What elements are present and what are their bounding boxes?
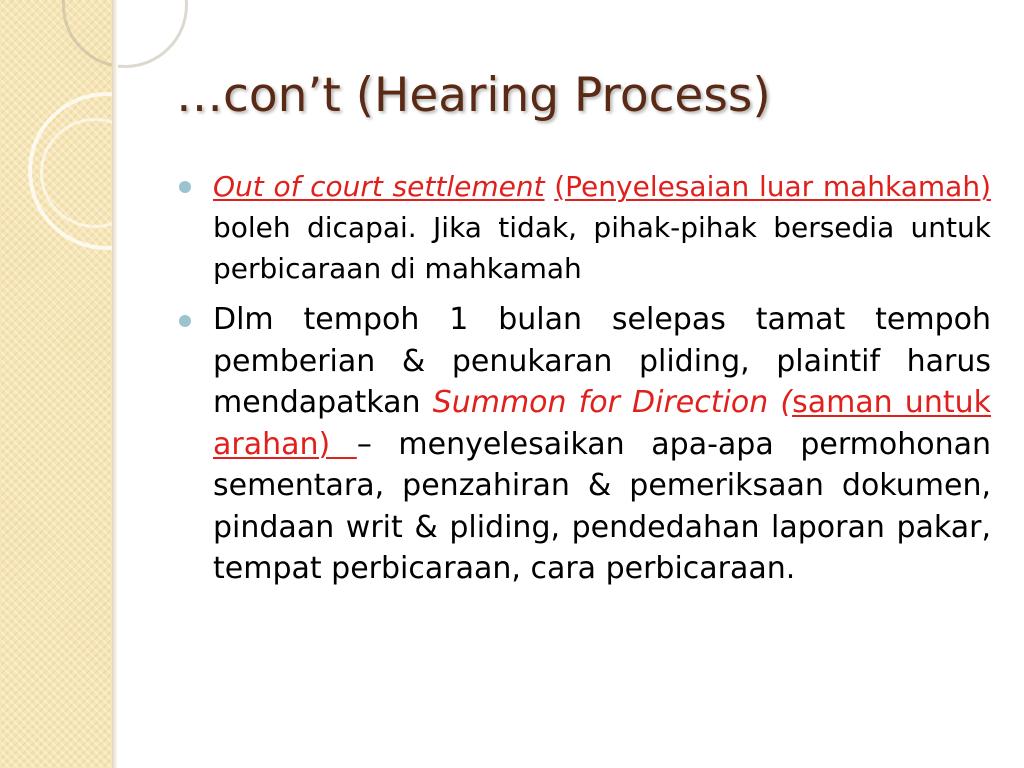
bullet-dot-icon — [179, 315, 191, 327]
bullet-text: boleh dicapai. Jika tidak, pihak-pihak bersedia untuk perbicaraan di mahkamah — [213, 211, 991, 285]
decorative-sidebar — [0, 0, 112, 768]
sidebar-edge — [112, 0, 118, 768]
decorative-ring — [62, 0, 188, 68]
slide-title: …con’t (Hearing Process) — [176, 68, 771, 123]
decorative-ring — [40, 118, 150, 228]
bullet-text-before: Dlm tempoh 1 bulan selepas tamat tempoh pemberian & penukaran pliding, plaintif harus mendapatkan — [213, 302, 991, 420]
term-malay-open: ( — [780, 385, 793, 420]
bullet-item-settlement — [176, 166, 991, 289]
bullet-list — [176, 166, 991, 590]
term-english: Summon for Direction — [432, 385, 769, 420]
term-english: Out of court settlement — [213, 170, 545, 203]
bullet-dot-icon — [179, 181, 191, 193]
bullet-item-summon — [176, 299, 991, 590]
term-malay: (Penyelesaian luar mahkamah) — [554, 170, 991, 203]
term-malay: saman untuk arahan) — [213, 385, 991, 462]
bullet-text-after: – menyelesaikan apa-apa permohonan sementara, penzahiran & pemeriksaan dokumen, pindaan writ & pliding, pendedahan laporan pakar, tempat perbicaraan, cara perbicaraan. — [213, 426, 991, 586]
